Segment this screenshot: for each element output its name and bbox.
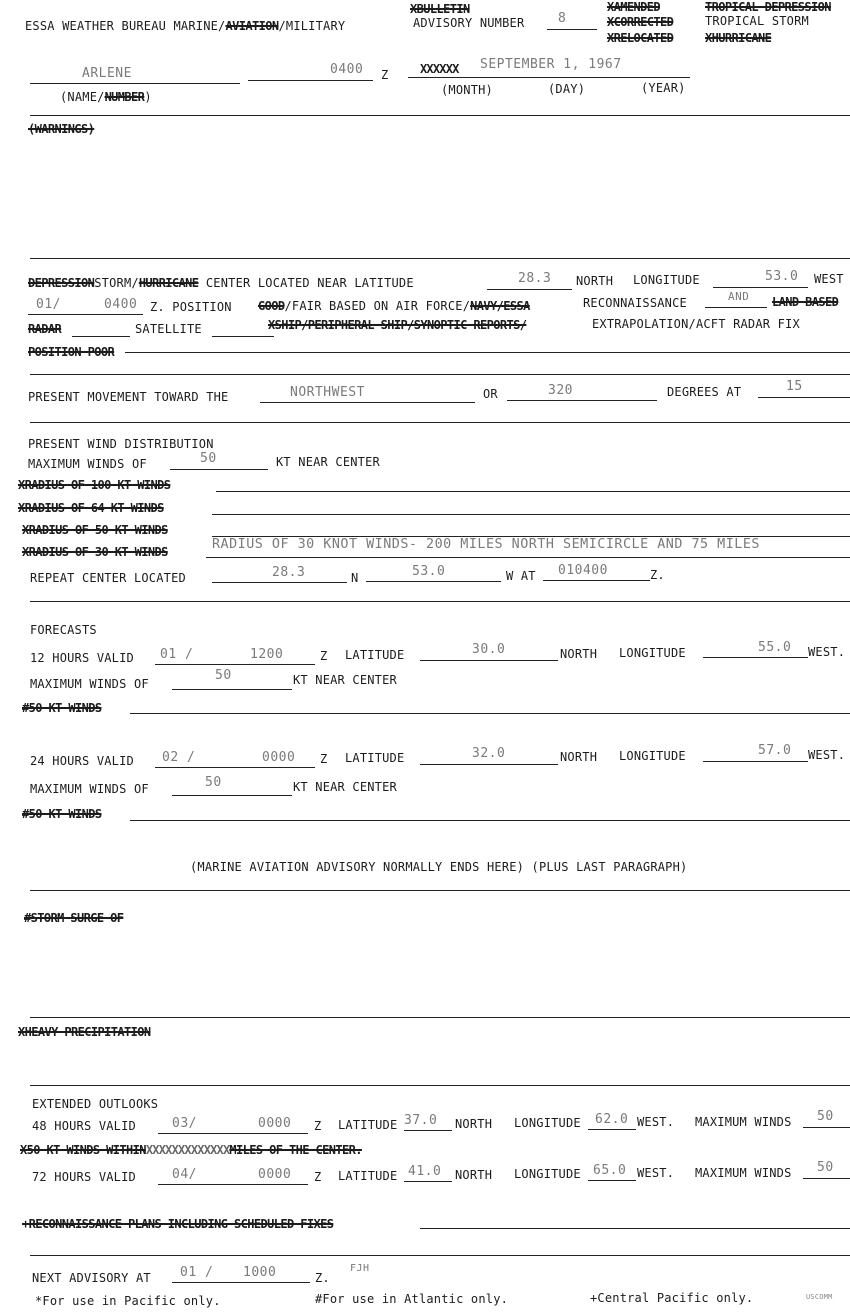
max-winds-kt-near-center: KT NEAR CENTER [276,455,380,469]
forecast-24h-west: WEST. [808,748,846,762]
movement-speed: 15 [786,379,803,394]
forecast-24h-label: 24 HOURS VALID [30,754,134,768]
outlook-48h-day: 03/ [172,1116,197,1131]
recon-plans-struck: +RECONNAISSANCE PLANS INCLUDING SCHEDULED FIXES [22,1217,334,1231]
max-winds-value: 50 [200,451,217,466]
forecast-12h-time: 1200 [250,647,284,662]
forecast-24h-longitude-label: LONGITUDE [619,749,686,763]
footnote-atlantic: #For use in Atlantic only. [315,1292,509,1306]
radius-50-struck: XRADIUS OF 50 KT WINDS [22,523,168,537]
next-advisory-z: Z. [315,1271,330,1285]
advisory-time-z: Z [381,68,389,82]
forecast-24h-latitude: 32.0 [472,746,506,761]
outlook-72h-label: 72 HOURS VALID [32,1170,136,1184]
forecast-12h-label: 12 HOURS VALID [30,651,134,665]
tropical-depression-struck: TROPICAL DEPRESSION [705,0,831,14]
reconnaissance-label: RECONNAISSANCE [583,296,687,310]
forecast-24h-50kt-struck: #50 KT WINDS [22,807,102,821]
advisory-number-value: 8 [558,11,567,26]
center-location-line: DEPRESSIONSTORM/HURRICANE CENTER LOCATED NEAR LATITUDE [28,276,414,290]
next-advisory-day: 01 / [180,1265,214,1280]
forecast-12h-latitude-label: LATITUDE [345,648,405,662]
center-longitude-label: LONGITUDE [633,273,700,287]
forecast-12h-west: WEST. [808,645,846,659]
extended-outlooks-heading: EXTENDED OUTLOOKS [32,1097,159,1111]
corrected-struck: XCORRECTED [607,15,674,29]
position-time-day: 01/ [36,297,61,312]
outlook-72h-day: 04/ [172,1167,197,1182]
outlook-72h-longitude-label: LONGITUDE [514,1167,581,1181]
forecast-24h-max-winds-label: MAXIMUM WINDS OF [30,782,149,796]
outlook-48h-time: 0000 [258,1116,292,1131]
forecast-12h-max-winds: 50 [215,668,232,683]
repeat-center-longitude: 53.0 [412,564,446,579]
position-time-hour: 0400 [104,297,138,312]
outlook-48h-label: 48 HOURS VALID [32,1119,136,1133]
outlook-48h-max-winds: 50 [817,1109,834,1124]
outlook-72h-latitude-label: LATITUDE [338,1169,398,1183]
max-winds-label: MAXIMUM WINDS OF [28,457,147,471]
date-struck: XXXXXX [420,62,459,76]
name-label: (NAME/NUMBER) [60,90,152,104]
outlook-72h-time: 0000 [258,1167,292,1182]
bureau-label: ESSA WEATHER BUREAU MARINE/AVIATION/MILITARY [25,19,346,33]
corner-code: USCOMM [806,1293,833,1301]
repeat-center-time: 010400 [558,563,608,578]
reconnaissance-value: AND [728,290,750,303]
forecast-24h-kt-near-center: KT NEAR CENTER [293,780,397,794]
movement-label: PRESENT MOVEMENT TOWARD THE [28,390,229,404]
relocated-struck: XRELOCATED [607,31,674,45]
center-latitude: 28.3 [518,271,552,286]
forecast-12h-latitude: 30.0 [472,642,506,657]
forecast-12h-z: Z [320,649,328,663]
radius-64-struck: XRADIUS OF 64 KT WINDS [18,501,164,515]
outlook-48h-longitude: 62.0 [595,1112,629,1127]
outlook-72h-max-winds-label: MAXIMUM WINDS [695,1166,792,1180]
forecast-12h-max-winds-label: MAXIMUM WINDS OF [30,677,149,691]
radius-30-description: RADIUS OF 30 KNOT WINDS- 200 MILES NORTH SEMICIRCLE AND 75 MILES [212,537,760,552]
forecasts-heading: FORECASTS [30,623,97,637]
advisory-number-label: ADVISORY NUMBER [413,16,525,30]
ship-reports-struck: XSHIP/PERIPHERAL SHIP/SYNOPTIC REPORTS/ [268,318,527,332]
forecast-12h-longitude-label: LONGITUDE [619,646,686,660]
forecast-24h-latitude-label: LATITUDE [345,751,405,765]
radius-100-struck: XRADIUS OF 100 KT WINDS [18,478,171,492]
movement-direction: NORTHWEST [290,385,365,400]
forecast-12h-50kt-struck: #50 KT WINDS [22,701,102,715]
marine-ends-note: (MARINE AVIATION ADVISORY NORMALLY ENDS HERE) (PLUS LAST PARAGRAPH) [190,860,688,874]
land-based-struck: LAND BASED [772,295,839,309]
outlook-72h-west: WEST. [637,1166,675,1180]
warnings-struck: (WARNINGS) [28,122,95,136]
position-label: Z. POSITION [150,300,232,314]
repeat-center-label: REPEAT CENTER LOCATED [30,571,186,585]
advisory-time: 0400 [330,62,364,77]
day-label: (DAY) [548,82,586,96]
outlook-72h-max-winds: 50 [817,1160,834,1175]
outlook-48h-west: WEST. [637,1115,675,1129]
forecast-12h-kt-near-center: KT NEAR CENTER [293,673,397,687]
forecast-24h-max-winds: 50 [205,775,222,790]
outlook-72h-longitude: 65.0 [593,1163,627,1178]
forecast-24h-time: 0000 [262,750,296,765]
footnote-pacific: *For use in Pacific only. [35,1294,221,1308]
position-poor-struck: POSITION POOR [28,345,115,359]
forecast-24h-day: 02 / [162,750,196,765]
center-west: WEST [814,272,844,286]
forecast-24h-z: Z [320,752,328,766]
forecast-12h-north: NORTH [560,647,598,661]
heavy-precipitation-struck: XHEAVY PRECIPITATION [18,1025,151,1039]
footnote-central-pacific: +Central Pacific only. [590,1291,754,1305]
forecast-12h-longitude: 55.0 [758,640,792,655]
hurricane-struck: XHURRICANE [705,31,772,45]
center-longitude: 53.0 [765,269,799,284]
wind-distribution-heading: PRESENT WIND DISTRIBUTION [28,437,214,451]
repeat-center-z: Z. [650,568,665,582]
outlook-48h-max-winds-label: MAXIMUM WINDS [695,1115,792,1129]
radar-struck: RADAR [28,322,62,336]
forecast-12h-day: 01 / [160,647,194,662]
repeat-center-latitude: 28.3 [272,565,306,580]
radius-30-struck: XRADIUS OF 30 KT WINDS [22,545,168,559]
outlook-72h-north: NORTH [455,1168,493,1182]
position-quality: GOOD/FAIR BASED ON AIR FORCE/NAVY/ESSA [258,299,530,313]
repeat-center-w-at: W AT [506,569,536,583]
outlook-48h-latitude-label: LATITUDE [338,1118,398,1132]
outlook-72h-latitude: 41.0 [408,1164,442,1179]
outlook-48h-longitude-label: LONGITUDE [514,1116,581,1130]
tropical-storm-label: TROPICAL STORM [705,14,809,28]
amended-struck: XAMENDED [607,0,660,14]
next-advisory-time: 1000 [243,1265,277,1280]
next-advisory-label: NEXT ADVISORY AT [32,1271,151,1285]
outlook-48h-z: Z [314,1119,322,1133]
bulletin-struck: XBULLETIN [410,2,470,16]
forecast-24h-longitude: 57.0 [758,743,792,758]
outlook-48h-latitude: 37.0 [404,1113,438,1128]
storm-surge-struck: #STORM SURGE OF [24,911,124,925]
degrees-at-label: DEGREES AT [667,385,742,399]
forecast-24h-north: NORTH [560,750,598,764]
movement-degrees: 320 [548,383,573,398]
center-north: NORTH [576,274,614,288]
outlook-72h-z: Z [314,1170,322,1184]
outlook-48h-north: NORTH [455,1117,493,1131]
storm-name: ARLENE [82,66,132,81]
repeat-center-n: N [351,571,359,585]
advisory-date: SEPTEMBER 1, 1967 [480,57,622,72]
month-label: (MONTH) [441,83,493,97]
extrapolation-label: EXTRAPOLATION/ACFT RADAR FIX [592,317,800,331]
year-label: (YEAR) [641,81,686,95]
movement-or: OR [483,387,498,401]
satellite-label: SATELLITE [135,322,202,336]
next-advisory-initials: FJH [350,1263,370,1274]
outlook-50kt-within: X50 KT WINDS WITHINXXXXXXXXXXXXXMILES OF THE CENTER. [20,1143,362,1157]
